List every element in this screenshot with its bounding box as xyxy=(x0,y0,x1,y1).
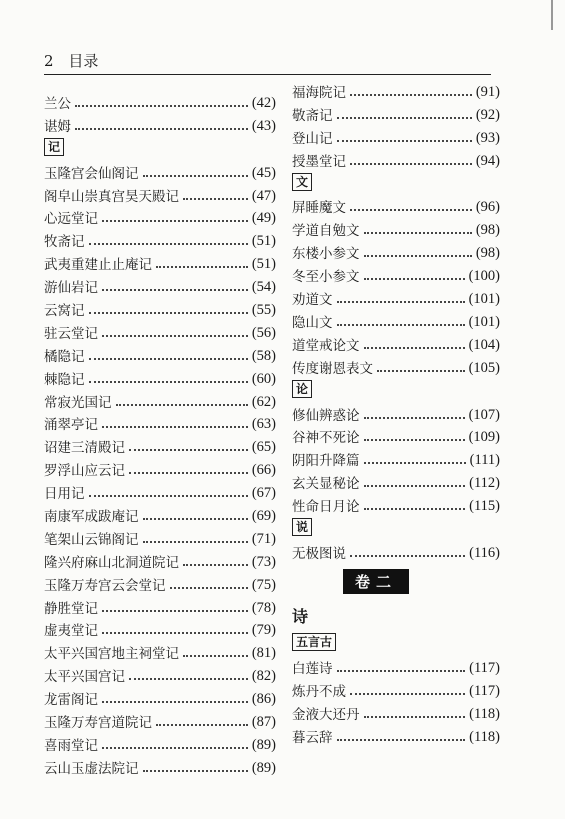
entry-title: 登山记 xyxy=(292,130,333,147)
toc-entry[interactable] xyxy=(44,182,276,205)
entry-page-number: (117) xyxy=(469,659,500,676)
entry-page-number: (65) xyxy=(251,439,276,456)
entry-page-number: (89) xyxy=(251,736,276,753)
entry-page-number: (79) xyxy=(251,622,276,639)
entry-page-number: (94) xyxy=(475,152,500,169)
dot-leader xyxy=(116,403,248,406)
entry-title: 无极图说 xyxy=(292,546,346,563)
entry-title: 修仙辨惑论 xyxy=(292,407,360,424)
entry-page-number: (98) xyxy=(475,222,500,239)
page-number: 2 xyxy=(44,52,54,70)
dot-leader xyxy=(364,416,465,419)
dot-leader xyxy=(350,692,465,695)
toc-entry[interactable] xyxy=(44,388,276,411)
entry-title: 炼丹不成 xyxy=(292,683,346,700)
entry-page-number: (73) xyxy=(251,553,276,570)
entry-page-number: (45) xyxy=(251,164,276,181)
entry-title: 劝道文 xyxy=(292,292,333,309)
entry-page-number: (105) xyxy=(468,359,500,376)
dot-leader xyxy=(364,231,472,234)
dot-leader xyxy=(89,357,248,360)
toc-entry[interactable] xyxy=(292,101,500,124)
section-label: 五言古 xyxy=(292,633,336,651)
entry-page-number: (115) xyxy=(469,498,500,515)
entry-title: 玉隆万寿宫云会堂记 xyxy=(44,577,166,594)
entry-page-number: (55) xyxy=(251,302,276,319)
entry-page-number: (101) xyxy=(468,291,500,308)
toc-entry[interactable] xyxy=(44,342,276,365)
edge-mark xyxy=(551,0,563,30)
entry-page-number: (118) xyxy=(469,728,500,745)
section-heading xyxy=(292,630,500,654)
entry-page-number: (117) xyxy=(469,682,500,699)
entry-page-number: (93) xyxy=(475,129,500,146)
entry-title: 罗浮山应云记 xyxy=(44,463,125,480)
section-heading xyxy=(292,170,500,194)
toc-entry[interactable] xyxy=(44,365,276,388)
dot-leader xyxy=(102,425,248,428)
entry-title: 道堂戒论文 xyxy=(292,337,360,354)
dot-leader xyxy=(337,738,466,741)
entry-page-number: (66) xyxy=(251,462,276,479)
dot-leader xyxy=(364,484,466,487)
entry-page-number: (78) xyxy=(251,599,276,616)
entry-page-number: (60) xyxy=(251,370,276,387)
entry-title: 谌姆 xyxy=(44,118,71,135)
dot-leader xyxy=(129,677,248,680)
toc-entry[interactable] xyxy=(44,571,276,594)
dot-leader xyxy=(89,242,248,245)
section-label: 文 xyxy=(292,173,312,191)
entry-page-number: (62) xyxy=(251,393,276,410)
entry-title: 静胜堂记 xyxy=(44,600,98,617)
entry-page-number: (75) xyxy=(251,576,276,593)
toc-entry[interactable] xyxy=(44,89,276,112)
dot-leader xyxy=(143,540,248,543)
entry-title: 喜雨堂记 xyxy=(44,737,98,754)
section-heading xyxy=(292,515,500,539)
entry-title: 屏睡魔文 xyxy=(292,200,346,217)
entry-title: 玉隆万寿宫道院记 xyxy=(44,715,152,732)
toc-entry[interactable] xyxy=(292,700,500,723)
toc-entry[interactable] xyxy=(44,433,276,456)
entry-title: 武夷重建止止庵记 xyxy=(44,257,152,274)
toc-entry[interactable] xyxy=(44,456,276,479)
dot-leader xyxy=(364,438,465,441)
toc-entry[interactable] xyxy=(292,194,500,217)
entry-page-number: (67) xyxy=(251,485,276,502)
toc-entry[interactable] xyxy=(292,424,500,447)
entry-title: 棘隐记 xyxy=(44,371,85,388)
entry-page-number: (91) xyxy=(475,83,500,100)
dot-leader xyxy=(183,197,248,200)
entry-page-number: (56) xyxy=(251,324,276,341)
entry-title: 隐山文 xyxy=(292,314,333,331)
dot-leader xyxy=(129,471,248,474)
entry-title: 笔架山云锦阁记 xyxy=(44,531,139,548)
dot-leader xyxy=(350,162,472,165)
toc-entry[interactable] xyxy=(292,239,500,262)
toc-entry[interactable] xyxy=(292,308,500,331)
toc-entry[interactable] xyxy=(44,227,276,250)
toc-entry[interactable] xyxy=(44,754,276,777)
toc-entry[interactable] xyxy=(292,216,500,239)
entry-page-number: (42) xyxy=(251,94,276,111)
entry-page-number: (71) xyxy=(251,530,276,547)
dot-leader xyxy=(337,116,472,119)
dot-leader xyxy=(156,265,248,268)
dot-leader xyxy=(364,715,466,718)
volume-heading xyxy=(252,562,500,600)
section-heading xyxy=(292,377,500,401)
dot-leader xyxy=(364,461,466,464)
entry-page-number: (47) xyxy=(251,187,276,204)
dot-leader xyxy=(156,723,248,726)
entry-page-number: (96) xyxy=(475,199,500,216)
genre-heading: 诗 xyxy=(292,606,309,626)
entry-title: 龙雷阁记 xyxy=(44,692,98,709)
dot-leader xyxy=(75,104,248,107)
entry-title: 隆兴府麻山北洞道院记 xyxy=(44,554,179,571)
toc-entry[interactable] xyxy=(292,285,500,308)
dot-leader xyxy=(89,311,248,314)
toc-entry[interactable] xyxy=(44,594,276,617)
dot-leader xyxy=(102,288,248,291)
section-label: 说 xyxy=(292,518,312,536)
toc-entry[interactable] xyxy=(292,723,500,746)
entry-title: 白莲诗 xyxy=(292,660,333,677)
entry-title: 虚夷堂记 xyxy=(44,623,98,640)
toc-entry[interactable] xyxy=(44,731,276,754)
entry-page-number: (69) xyxy=(251,508,276,525)
entry-page-number: (87) xyxy=(251,714,276,731)
entry-page-number: (112) xyxy=(469,475,500,492)
entry-title: 驻云堂记 xyxy=(44,325,98,342)
entry-page-number: (98) xyxy=(475,245,500,262)
toc-entry[interactable] xyxy=(292,469,500,492)
dot-leader xyxy=(102,334,248,337)
entry-page-number: (116) xyxy=(469,545,500,562)
entry-page-number: (54) xyxy=(251,279,276,296)
dot-leader xyxy=(337,323,465,326)
toc-entry[interactable] xyxy=(292,78,500,101)
dot-leader xyxy=(75,127,248,130)
toc-entry[interactable] xyxy=(292,401,500,424)
toc-entry[interactable] xyxy=(44,479,276,502)
entry-title: 授墨堂记 xyxy=(292,153,346,170)
entry-page-number: (104) xyxy=(468,336,500,353)
toc-entry[interactable] xyxy=(292,492,500,515)
entry-title: 太平兴国宫记 xyxy=(44,669,125,686)
entry-title: 冬至小参文 xyxy=(292,269,360,286)
dot-leader xyxy=(337,300,465,303)
dot-leader xyxy=(350,208,472,211)
toc-entry[interactable] xyxy=(292,354,500,377)
entry-title: 涌翠亭记 xyxy=(44,417,98,434)
section-heading xyxy=(44,135,276,159)
toc-entry[interactable] xyxy=(292,124,500,147)
toc-entry[interactable] xyxy=(44,639,276,662)
entry-title: 云窝记 xyxy=(44,303,85,320)
dot-leader xyxy=(337,669,466,672)
toc-entry[interactable] xyxy=(44,411,276,434)
page-header xyxy=(44,50,98,71)
entry-page-number: (81) xyxy=(251,645,276,662)
toc-entry[interactable] xyxy=(44,205,276,228)
entry-page-number: (118) xyxy=(469,705,500,722)
entry-title: 橘隐记 xyxy=(44,348,85,365)
volume-label: 卷二 xyxy=(343,569,409,594)
entry-page-number: (43) xyxy=(251,117,276,134)
dot-leader xyxy=(364,507,466,510)
entry-page-number: (101) xyxy=(468,313,500,330)
entry-title: 谷神不死论 xyxy=(292,430,360,447)
entry-title: 东楼小参文 xyxy=(292,246,360,263)
entry-title: 牧斋记 xyxy=(44,234,85,251)
toc-entry[interactable] xyxy=(44,685,276,708)
entry-title: 性命日月论 xyxy=(292,499,360,516)
dot-leader xyxy=(129,448,248,451)
toc-entry[interactable] xyxy=(44,548,276,571)
entry-title: 金液大还丹 xyxy=(292,706,360,723)
toc-entry[interactable] xyxy=(44,296,276,319)
entry-page-number: (92) xyxy=(475,106,500,123)
toc-entry[interactable] xyxy=(292,331,500,354)
toc-entry[interactable] xyxy=(44,502,276,525)
entry-page-number: (100) xyxy=(468,268,500,285)
toc-entry[interactable] xyxy=(44,112,276,135)
entry-page-number: (111) xyxy=(469,452,500,469)
section-label: 记 xyxy=(44,138,64,156)
entry-title: 学道自勉文 xyxy=(292,223,360,240)
dot-leader xyxy=(89,380,248,383)
dot-leader xyxy=(102,609,248,612)
entry-title: 阴阳升降篇 xyxy=(292,453,360,470)
entry-page-number: (107) xyxy=(468,406,500,423)
entry-title: 南康军成跋庵记 xyxy=(44,509,139,526)
toc-entry[interactable] xyxy=(44,708,276,731)
dot-leader xyxy=(350,554,465,557)
dot-leader xyxy=(102,219,248,222)
header-rule xyxy=(44,74,491,75)
entry-title: 日用记 xyxy=(44,486,85,503)
dot-leader xyxy=(143,769,248,772)
dot-leader xyxy=(170,586,248,589)
dot-leader xyxy=(364,277,465,280)
entry-title: 福海院记 xyxy=(292,84,346,101)
section-label: 论 xyxy=(292,380,312,398)
dot-leader xyxy=(364,346,465,349)
dot-leader xyxy=(143,517,248,520)
toc-entry[interactable] xyxy=(292,539,500,562)
entry-page-number: (58) xyxy=(251,347,276,364)
toc-entry[interactable] xyxy=(44,525,276,548)
entry-page-number: (82) xyxy=(251,668,276,685)
entry-title: 敬斋记 xyxy=(292,107,333,124)
dot-leader xyxy=(143,174,248,177)
entry-title: 传度谢恩表文 xyxy=(292,360,373,377)
entry-title: 诏建三清殿记 xyxy=(44,440,125,457)
entry-page-number: (89) xyxy=(251,759,276,776)
toc-entry[interactable] xyxy=(44,250,276,273)
entry-title: 兰公 xyxy=(44,95,71,112)
dot-leader xyxy=(102,631,248,634)
entry-page-number: (51) xyxy=(251,233,276,250)
entry-title: 心远堂记 xyxy=(44,211,98,228)
entry-title: 太平兴国宫地主祠堂记 xyxy=(44,646,179,663)
dot-leader xyxy=(364,254,472,257)
entry-page-number: (63) xyxy=(251,416,276,433)
toc-entry[interactable] xyxy=(292,262,500,285)
entry-title: 玉隆宫会仙阁记 xyxy=(44,165,139,182)
entry-page-number: (86) xyxy=(251,691,276,708)
toc-entry[interactable] xyxy=(44,319,276,342)
toc-entry[interactable] xyxy=(292,147,500,170)
toc-entry[interactable] xyxy=(44,273,276,296)
dot-leader xyxy=(102,746,248,749)
entry-title: 游仙岩记 xyxy=(44,280,98,297)
toc-entry[interactable] xyxy=(44,617,276,640)
dot-leader xyxy=(183,563,248,566)
dot-leader xyxy=(183,654,248,657)
entry-page-number: (51) xyxy=(251,256,276,273)
entry-title: 常寂光国记 xyxy=(44,394,112,411)
toc-entry[interactable] xyxy=(44,662,276,685)
toc-right-column xyxy=(292,78,500,746)
entry-title: 玄关显秘论 xyxy=(292,476,360,493)
entry-title: 暮云辞 xyxy=(292,729,333,746)
entry-page-number: (109) xyxy=(468,429,500,446)
toc-entry[interactable] xyxy=(292,446,500,469)
entry-title: 阁皁山崇真宫昊天殿记 xyxy=(44,188,179,205)
toc-entry[interactable] xyxy=(292,677,500,700)
toc-entry[interactable] xyxy=(44,159,276,182)
toc-left-column xyxy=(44,89,276,777)
toc-entry[interactable] xyxy=(292,654,500,677)
page-title: 目录 xyxy=(68,52,99,70)
entry-page-number: (49) xyxy=(251,210,276,227)
entry-title: 云山玉虚法院记 xyxy=(44,760,139,777)
dot-leader xyxy=(337,139,472,142)
dot-leader xyxy=(89,494,248,497)
dot-leader xyxy=(102,700,248,703)
dot-leader xyxy=(350,93,472,96)
dot-leader xyxy=(377,369,465,372)
